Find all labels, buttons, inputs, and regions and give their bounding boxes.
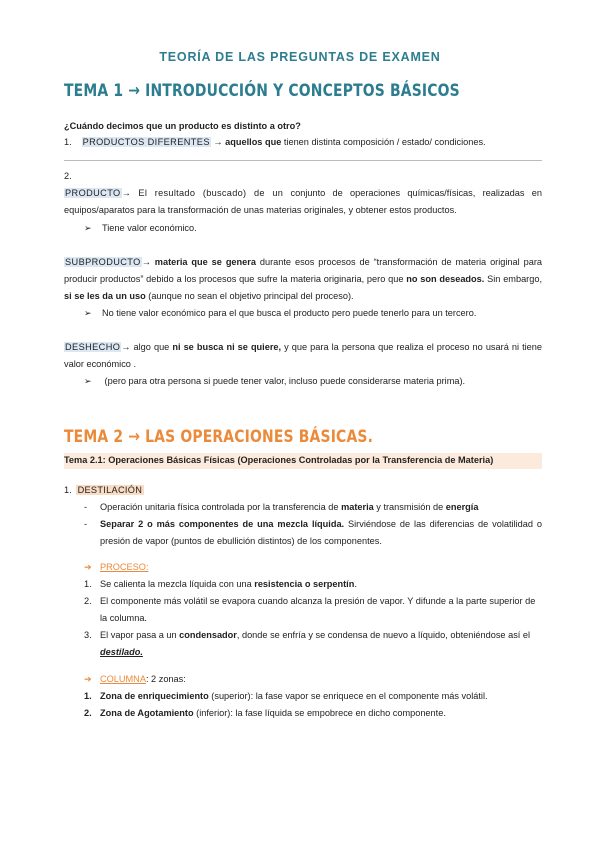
arrowhead-bullet-icon: ➢ xyxy=(84,223,92,233)
body-text: algo que xyxy=(130,342,173,352)
dash-bullet: - xyxy=(84,519,88,529)
body-text: Operación unitaria física controlada por la transferencia de xyxy=(100,502,342,512)
document-title: TEORÍA DE LAS PREGUNTAS DE EXAMEN xyxy=(159,50,441,64)
arrow-text: → xyxy=(210,137,226,147)
body-text: tienen distinta composición / estado/ condiciones. xyxy=(281,137,486,147)
arrowhead-bullet-icon: ➢ xyxy=(84,376,92,386)
arrow-right-icon: ➔ xyxy=(84,562,92,572)
bold-text: Separar 2 o más componentes de una mezcla líquida. xyxy=(100,519,345,529)
producto-paragraph xyxy=(64,185,542,219)
body-text: Sirviéndose de las diferencias de volatilidad o presión de vapor (puntos de ebullición distintos) de los componentes. xyxy=(100,519,542,546)
bold-text: si se les da un uso xyxy=(64,291,146,301)
destilado-text: destilado. xyxy=(100,647,143,657)
body-text: Sin embargo, xyxy=(484,274,543,284)
body-text: Se calienta la mezcla líquida con una xyxy=(100,579,255,589)
proceso-step-3 xyxy=(84,627,542,661)
bold-text: materia xyxy=(341,502,374,512)
destilacion-heading xyxy=(64,482,144,499)
producto-lead: El resultado (buscado) de un xyxy=(130,188,284,198)
body-text: conjunto de operaciones químicas/físicas, realizadas en equipos/aparatos para la transformación de unas materias originales, y obtener estos productos. xyxy=(64,188,542,215)
bold-text: energía xyxy=(445,502,479,512)
bold-text: aquellos que xyxy=(225,137,282,147)
columna-label: COLUMNA xyxy=(100,674,146,684)
bullet-text: (pero para otra persona si puede tener valor, incluso puede considerarse materia prima). xyxy=(102,376,466,386)
proceso-label: PROCESO: xyxy=(100,562,149,572)
bold-text: condensador xyxy=(179,630,237,640)
proceso-step-2 xyxy=(84,593,542,627)
zona-1 xyxy=(84,688,542,705)
columna-heading xyxy=(84,671,186,688)
divider xyxy=(64,160,542,161)
desecho-label: DESHECHO xyxy=(65,342,121,352)
list-number: 1. xyxy=(84,691,92,701)
list-number: 1. xyxy=(64,485,72,495)
arrow-text: → xyxy=(121,342,131,352)
subproducto-label: SUBPRODUCTO xyxy=(65,257,141,267)
arrow-text: → xyxy=(141,257,151,267)
list-number: 1. xyxy=(64,137,72,147)
body-text: y que para la persona que realiza el proceso no usará ni tiene valor económico . xyxy=(64,342,542,369)
dash-bullet: - xyxy=(84,502,88,512)
list-number: 2. xyxy=(84,596,92,606)
tema2-subheading: Tema 2.1: Operaciones Básicas Físicas (Operaciones Controladas por la Transferencia de Materia) xyxy=(64,455,494,465)
proceso-step-1 xyxy=(84,576,542,593)
destilacion-point-2 xyxy=(84,516,542,550)
tema2-heading: TEMA 2 → LAS OPERACIONES BÁSICAS. xyxy=(64,427,374,447)
desecho-bullet xyxy=(84,373,465,390)
body-text: (superior): la fase vapor se enriquece en el componente más volátil. xyxy=(208,691,488,701)
list-number: 3. xyxy=(84,630,92,640)
zona-2 xyxy=(84,705,542,722)
list-number-2: 2. xyxy=(64,171,72,181)
body-text: (aunque no sean el objetivo principal del proceso). xyxy=(145,291,354,301)
body-text: . xyxy=(354,579,357,589)
subproducto-bullet xyxy=(84,305,476,322)
producto-label: PRODUCTO xyxy=(65,188,121,198)
body-text: , donde se enfría y se condensa de nuevo a líquido, obteniéndose así el xyxy=(236,630,531,640)
destilacion-point-1 xyxy=(84,499,542,516)
proceso-heading xyxy=(84,559,149,576)
tema1-question: ¿Cuándo decimos que un producto es distinto a otro? xyxy=(64,121,301,131)
item-productos-diferentes xyxy=(64,134,542,151)
body-text: El vapor pasa a un xyxy=(100,630,180,640)
bold-text: materia que se genera xyxy=(150,257,256,267)
bold-text: resistencia o serpentín xyxy=(254,579,355,589)
bold-text: no son deseados. xyxy=(406,274,485,284)
bullet-text: No tiene valor económico para el que busca el producto pero puede tenerlo para un tercero. xyxy=(102,308,477,318)
arrowhead-bullet-icon: ➢ xyxy=(84,308,92,318)
list-number: 2. xyxy=(84,708,92,718)
destilacion-label: DESTILACIÓN xyxy=(77,485,143,495)
producto-bullet xyxy=(84,220,197,237)
bold-text: ni se busca ni se quiere, xyxy=(172,342,282,352)
tema1-heading: TEMA 1 → INTRODUCCIÓN Y CONCEPTOS BÁSICOS xyxy=(64,81,460,101)
body-text: durante esos procesos de “transformación de materia original para producir productos” debido a los procesos que sufre la materia originaria, pero que xyxy=(64,257,543,284)
desecho-paragraph xyxy=(64,339,542,373)
list-number: 1. xyxy=(84,579,92,589)
subproducto-paragraph xyxy=(64,254,542,305)
body-text: y transmisión de xyxy=(373,502,446,512)
arrow-right-icon: ➔ xyxy=(84,674,92,684)
body-text: El componente más volátil se evapora cuando alcanza la presión de vapor. Y difunde a la parte superior de la columna. xyxy=(100,596,536,623)
arrow-text: → xyxy=(121,188,131,198)
bold-text: Zona de Agotamiento xyxy=(100,708,194,718)
productos-diferentes-label: PRODUCTOS DIFERENTES xyxy=(82,137,210,147)
body-text: : 2 zonas: xyxy=(145,674,186,684)
bullet-text: Tiene valor económico. xyxy=(102,223,197,233)
body-text: (inferior): la fase líquida se empobrece en dicho componente. xyxy=(193,708,446,718)
bold-text: Zona de enriquecimiento xyxy=(100,691,209,701)
